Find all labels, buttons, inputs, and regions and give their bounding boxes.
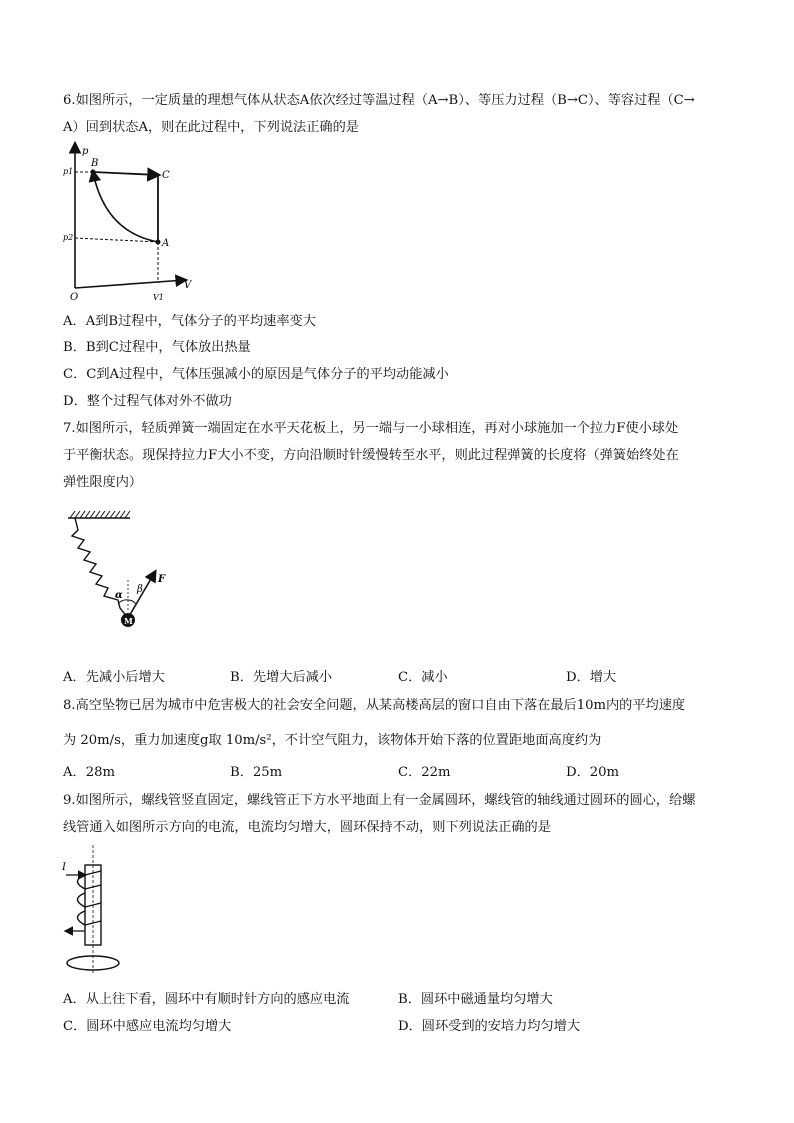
q9-stem-line2: 线管通入如图所示方向的电流，电流均匀增大，圆环保持不动，则下列说法正确的是: [63, 820, 551, 835]
q7-option-b: B．先增大后减小: [230, 670, 333, 685]
q9-option-a: A．从上往下看，圆环中有顺时针方向的感应电流: [63, 992, 350, 1007]
alpha-label: α: [115, 590, 123, 601]
q6-stem-line1: 6.如图所示，一定质量的理想气体从状态A依次经过等温过程（A→B）、等压力过程（B→C）、等容过程（C→: [63, 93, 695, 108]
q6-option-c: C．C到A过程中，气体压强减小的原因是气体分子的平均动能减小: [63, 367, 449, 382]
q7-option-c: C．减小: [398, 670, 448, 685]
q8-stem-line2: 为 20m/s，重力加速度g取 10m/s²，不计空气阻力，该物体开始下落的位置距地面高度约为: [63, 733, 602, 748]
state-b-label: B: [91, 158, 99, 169]
q6-stem-line2: A）回到状态A，则在此过程中，下列说法正确的是: [63, 120, 359, 135]
q7-option-d: D．增大: [566, 670, 617, 685]
q6-option-d: D．整个过程气体对外不做功: [63, 394, 232, 409]
q7-stem-line1: 7.如图所示，轻质弹簧一端固定在水平天花板上，另一端与一小球相连，再对小球施加一个拉力F使小球处: [63, 421, 679, 436]
spring: [72, 518, 128, 618]
solenoid-ring-figure: [58, 845, 128, 977]
beta-label: β: [137, 584, 143, 595]
bc-line: [93, 172, 158, 175]
q8-option-c: C．22m: [398, 765, 451, 780]
origin-label: O: [70, 292, 79, 303]
current-label: I: [62, 862, 66, 873]
q7-option-a: A．先减小后增大: [63, 670, 165, 685]
q7-stem-line2: 于平衡状态。现保持拉力F大小不变，方向沿顺时针缓慢转至水平，则此过程弹簧的长度将（弹簧始终处在: [63, 448, 679, 463]
pv-diagram: [60, 140, 200, 305]
q6-option-b: B．B到C过程中，气体放出热量: [63, 340, 251, 355]
v-axis-label: V: [184, 280, 192, 291]
spring-ball-figure: [60, 500, 180, 650]
ball-label: M: [124, 616, 133, 626]
p-axis-label: p: [82, 146, 89, 157]
state-a-label: A: [162, 238, 170, 249]
p2-label: p2: [63, 233, 74, 242]
v1-label: V1: [153, 293, 164, 302]
force-label: F: [158, 574, 166, 585]
q9-stem-line1: 9.如图所示，螺线管竖直固定，螺线管正下方水平地面上有一金属圆环，螺线管的轴线通过圆环的圆心，给螺: [63, 793, 696, 808]
q7-stem-line3: 弹性限度内）: [63, 475, 143, 490]
q9-option-b: B．圆环中磁通量均匀增大: [398, 992, 553, 1007]
p1-label: p1: [63, 167, 74, 176]
force-arrow: [128, 572, 155, 618]
q8-option-a: A．28m: [63, 765, 115, 780]
v-axis: [75, 280, 185, 288]
q8-option-b: B．25m: [230, 765, 283, 780]
state-c-label: C: [162, 170, 170, 181]
ab-curve: [93, 172, 158, 242]
q8-option-d: D．20m: [566, 765, 620, 780]
q9-option-d: D．圆环受到的安培力均匀增大: [398, 1019, 581, 1034]
q6-option-a: A．A到B过程中，气体分子的平均速率变大: [63, 314, 316, 329]
q9-option-c: C．圆环中感应电流均匀增大: [63, 1019, 232, 1034]
q8-stem-line1: 8.高空坠物已居为城市中危害极大的社会安全问题，从某高楼高层的窗口自由下落在最后10m内的平均速度: [63, 698, 686, 713]
